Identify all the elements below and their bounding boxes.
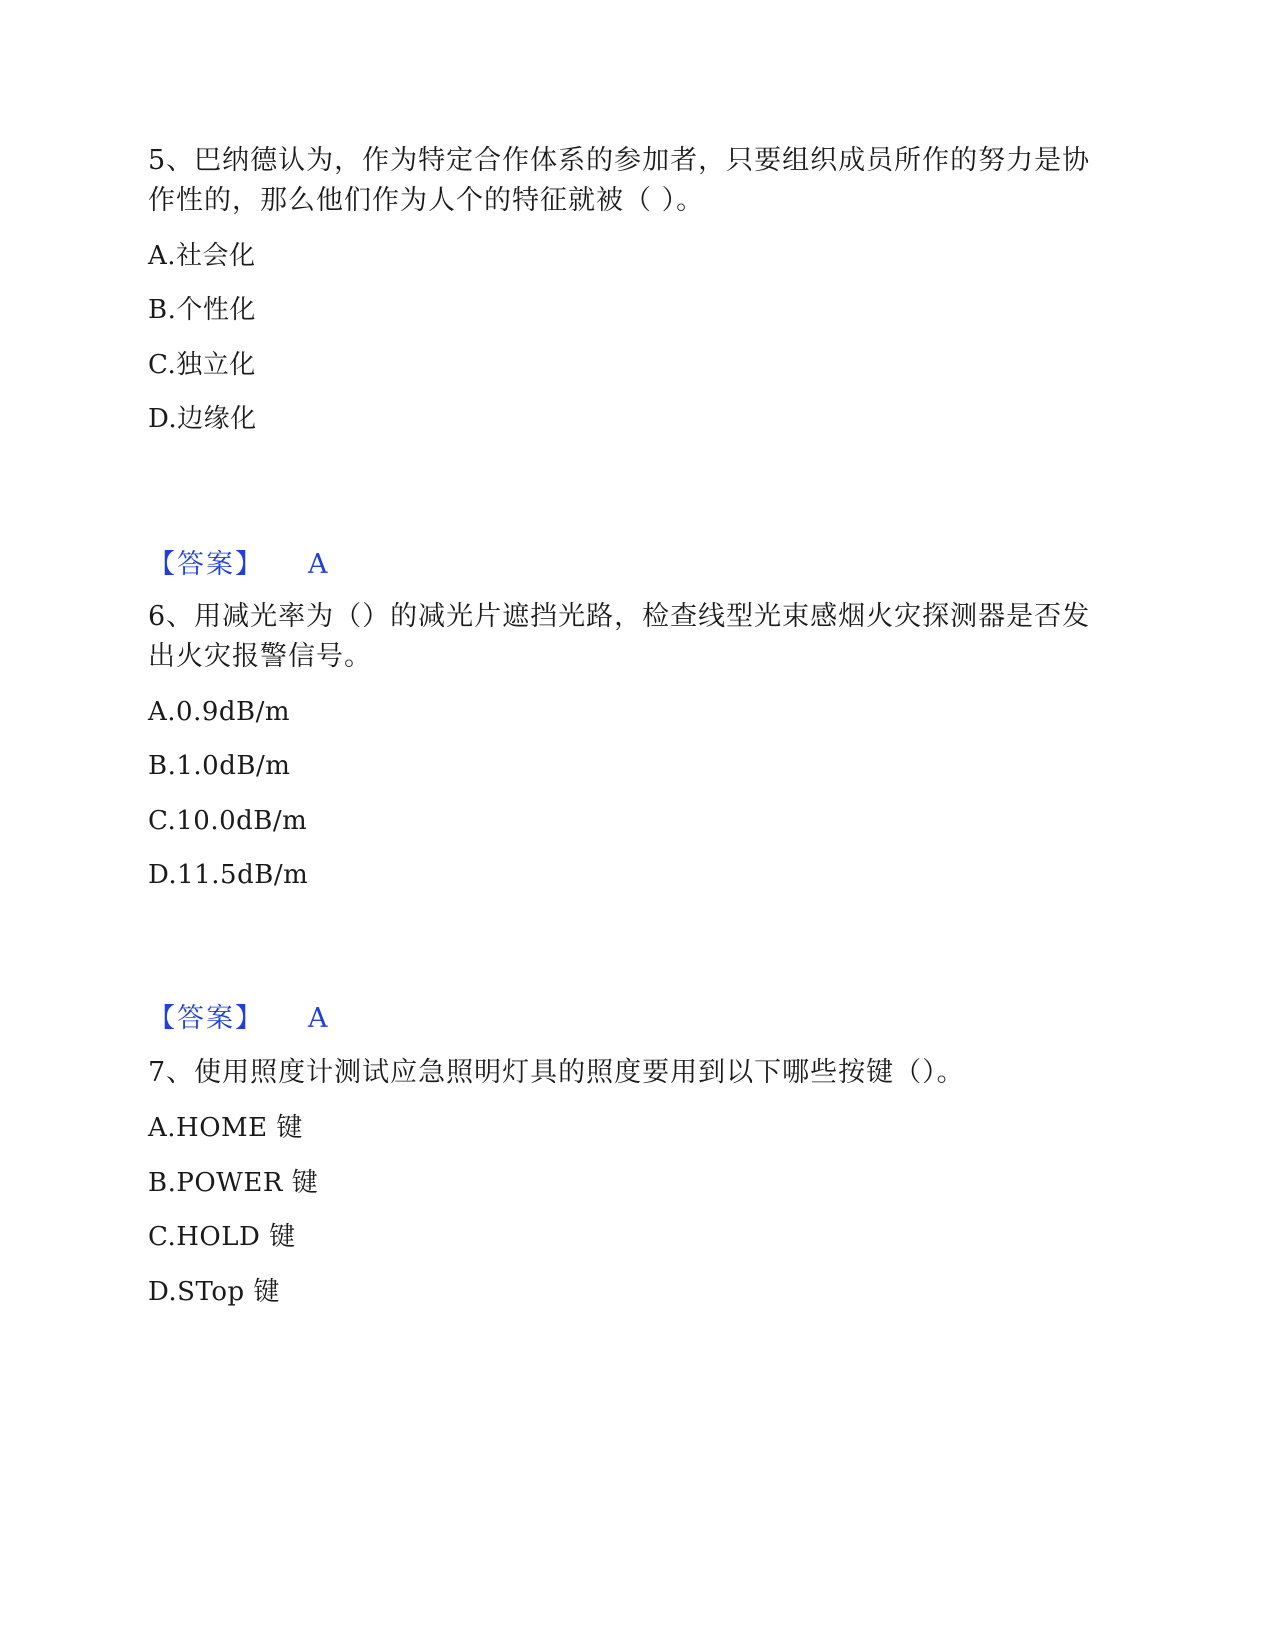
question-6-answer <box>148 999 328 1039</box>
question-5-answer <box>148 545 328 585</box>
answer-label: 【答案】 <box>148 549 264 580</box>
question-7-stem: 7、使用照度计测试应急照明灯具的照度要用到以下哪些按键（）。 <box>148 1057 965 1088</box>
question-5-stem: 5、巴纳德认为，作为特定合作体系的参加者，只要组织成员所作的努力是协作性的，那么他们作为人个的特征就被（ ）。 <box>148 145 1091 216</box>
answer-value: A <box>308 549 328 580</box>
question-7-option-d: D.STop 键 <box>148 1277 280 1307</box>
question-5-option-b: B.个性化 <box>148 295 256 325</box>
answer-value: A <box>308 1003 328 1034</box>
question-7-option-a: A.HOME 键 <box>148 1113 303 1143</box>
question-5-option-a: A.社会化 <box>148 241 256 271</box>
question-6-option-d: D.11.5dB/m <box>148 860 309 890</box>
question-5-option-d: D.边缘化 <box>148 404 257 434</box>
question-5-option-c: C.独立化 <box>148 350 256 380</box>
question-7-option-b: B.POWER 键 <box>148 1168 319 1198</box>
answer-label: 【答案】 <box>148 1003 264 1034</box>
question-6-stem: 6、用减光率为（）的减光片遮挡光路，检查线型光束感烟火灾探测器是否发出火灾报警信号。 <box>148 601 1091 672</box>
question-6-option-a: A.0.9dB/m <box>148 697 291 727</box>
question-6-option-b: B.1.0dB/m <box>148 751 291 781</box>
question-6-option-c: C.10.0dB/m <box>148 806 308 836</box>
question-7-option-c: C.HOLD 键 <box>148 1222 296 1252</box>
